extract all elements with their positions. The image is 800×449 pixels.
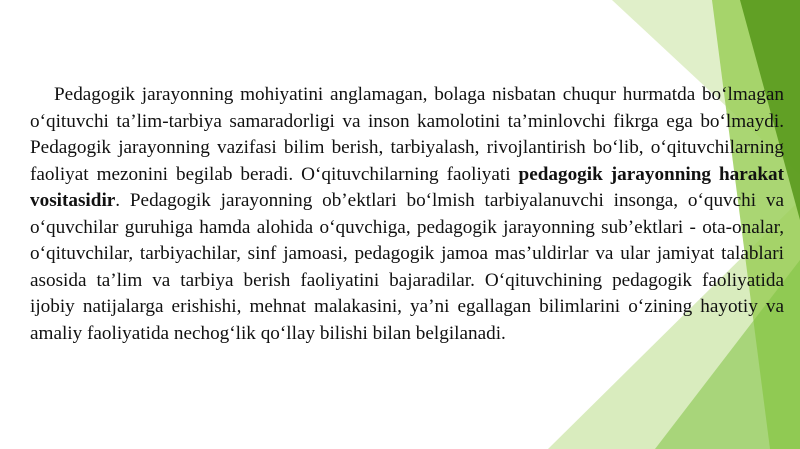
bold-phrase: pedagogik jarayonning harakat vositasidir: [30, 163, 784, 211]
text-before-bold: Pedagogik jarayonning mohiyatini anglamagan, bolaga nisbatan chuqur hurmatda bo‘lmagan o‘qituvchi ta’lim-tarbiya samaradorligi va inson kamolotini ta’minlovchi fikrga ega bo‘lmaydi. Pedagogik jarayonning vazifasi bilim berish, tarbiyalash, rivojlantirish bo‘lib, o‘qituvchilarning faoliyat mezonini begilab beradi. O‘qituvchilarning faoliyati: [30, 84, 784, 185]
text-after-bold: . Pedagogik jarayonning ob’ektlari bo‘lmish tarbiyalanuvchi insonga, o‘quvchi va o‘quvchilar guruhiga hamda alohida o‘quvchiga, pedagogik jarayonning sub’ektlari - ota-onalar, o‘qituvchilar, tarbiyachilar, sinf jamoasi, pedagogik jamoa mas’uldirlar va ular jamiyat talablari asosida ta’lim va tarbiya berish faoliyatini bajaradilar. O‘qituvchining pedagogik faoliyatida ijobiy natijalarga erishishi, mehnat malakasini, ya’ni egallagan bilimlarini o‘zining hayotiy va amaliy faoliyatida nechog‘lik qo‘llay bilishi bilan belgilanadi.: [30, 190, 784, 344]
slide-body-text: [30, 82, 784, 347]
